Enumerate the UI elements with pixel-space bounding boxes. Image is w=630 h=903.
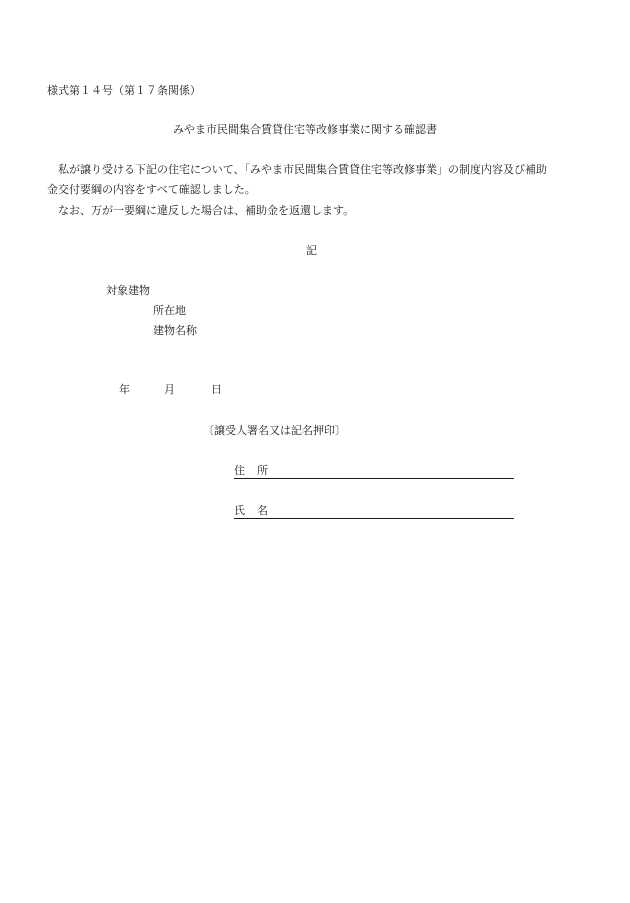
name-label: 氏名	[234, 504, 280, 517]
ki-heading: 記	[306, 244, 317, 257]
date-day-label: 日	[211, 383, 222, 396]
target-building-label: 対象建物	[106, 284, 150, 297]
date-year-label: 年	[119, 383, 130, 396]
document-title: みやま市民間集合賃貸住宅等改修事業に関する確認書	[173, 123, 437, 136]
body-paragraph-2: なお、万が一要綱に違反した場合は、補助金を返還します。	[58, 204, 355, 217]
date-month-label: 月	[164, 383, 175, 396]
name-field[interactable]	[234, 503, 514, 519]
location-label: 所在地	[153, 304, 186, 317]
body-paragraph-1-line-2: 金交付要綱の内容をすべて確認しました。	[47, 183, 256, 196]
signature-note: 〔譲受人署名又は記名押印〕	[203, 424, 346, 437]
body-paragraph-1-line-1: 私が譲り受ける下記の住宅について、「みやま市民間集合賃貸住宅等改修事業」の制度内容及び補助	[58, 163, 548, 176]
address-field[interactable]	[234, 463, 514, 479]
address-label: 住所	[234, 464, 280, 477]
building-name-label: 建物名称	[153, 324, 197, 337]
form-number: 様式第１４号（第１７条関係）	[47, 84, 201, 97]
